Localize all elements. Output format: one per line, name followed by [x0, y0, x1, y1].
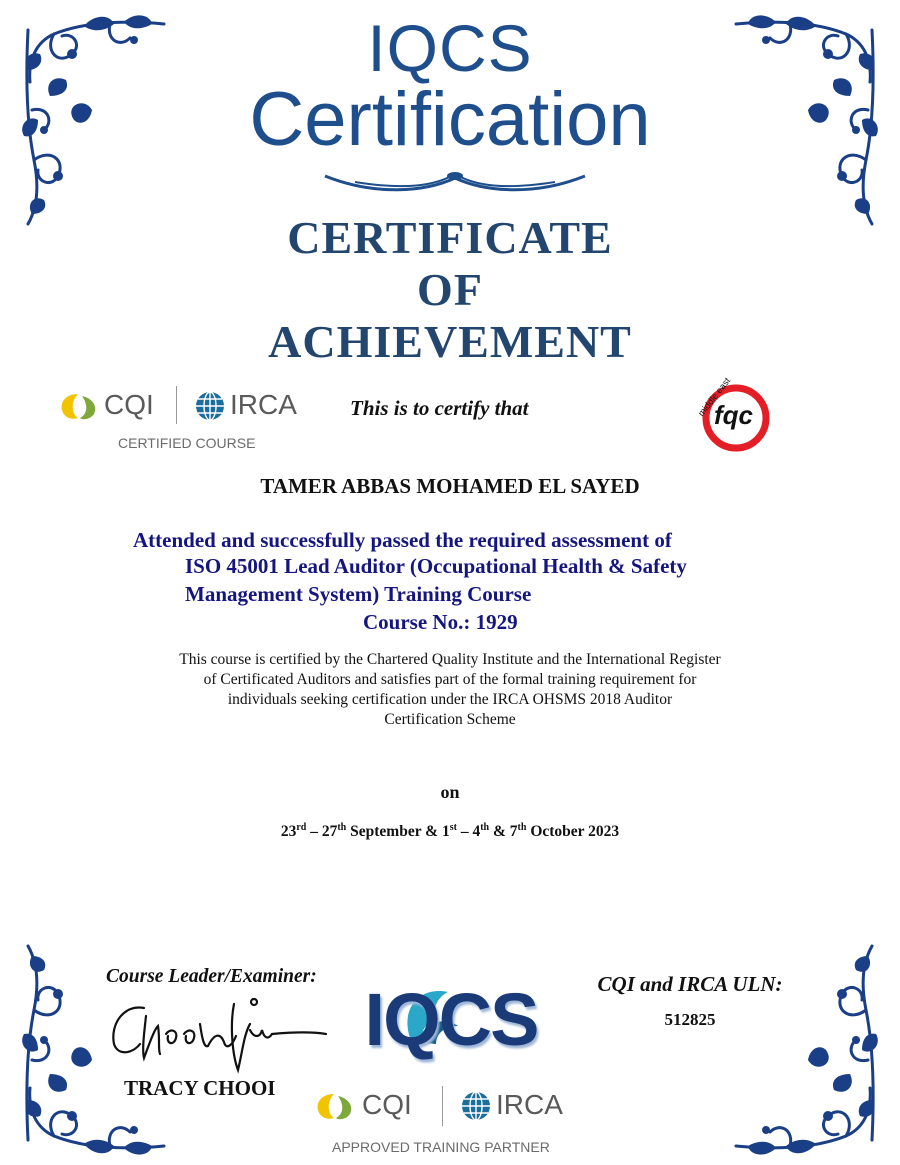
course-number: Course No.: 1929	[363, 610, 518, 634]
cqi-irca-approved-partner-logo	[310, 1082, 590, 1162]
signature-image	[104, 994, 334, 1074]
globe-icon	[460, 1090, 492, 1122]
on-label: on	[440, 782, 460, 802]
globe-icon	[194, 390, 226, 422]
irca-text: IRCA	[496, 1089, 563, 1120]
cqi-irca-certified-course-logo	[58, 384, 318, 454]
description-line3: individuals seeking certification under the IRCA OHSMS 2018 Auditor	[227, 691, 673, 708]
course-leader-name: TRACY CHOOI	[124, 1076, 276, 1100]
certificate-title-line1: CERTIFICATE	[287, 212, 613, 263]
fqc-text: fqc	[714, 400, 753, 430]
course-dates: 23rd – 27th September & 1st – 4th & 7th October 2023	[280, 822, 620, 840]
title-swash-ornament	[315, 162, 595, 196]
description-line4: Certification Scheme	[384, 711, 516, 728]
iqcs-logo-text: IQCS	[364, 978, 538, 1061]
irca-text: IRCA	[230, 389, 297, 420]
uln-label: CQI and IRCA ULN:	[597, 972, 783, 996]
uln-value: 512825	[664, 1010, 716, 1029]
approved-partner-text: APPROVED TRAINING PARTNER	[332, 1139, 550, 1155]
attended-line1: Attended and successfully passed the required assessment of	[133, 528, 672, 552]
attended-line3: Management System) Training Course	[185, 582, 532, 606]
description-line2: of Certificated Auditors and satisfies part of the formal training requirement for	[203, 671, 697, 688]
cqi-mark-icon	[58, 390, 102, 424]
attended-line2: ISO 45001 Lead Auditor (Occupational Health & Safety	[185, 554, 687, 578]
certificate-title-line3: ACHIEVEMENT	[268, 316, 632, 367]
description-line1: This course is certified by the Chartered Quality Institute and the International Register	[179, 651, 721, 668]
holder-name: TAMER ABBAS MOHAMED EL SAYED	[260, 474, 640, 498]
brand-title-certification: Certification	[249, 77, 651, 162]
brand-title-iqcs: IQCS	[367, 11, 533, 85]
logo-divider	[442, 1086, 443, 1126]
logo-divider	[176, 386, 177, 424]
fqc-top-text: middle east	[696, 375, 733, 419]
certificate-title-line2: OF	[417, 264, 483, 315]
cqi-text: CQI	[104, 389, 154, 420]
certified-course-text: CERTIFIED COURSE	[118, 435, 256, 451]
iqcs-logo	[340, 968, 560, 1068]
cqi-mark-icon	[314, 1090, 358, 1124]
cqi-text: CQI	[362, 1089, 412, 1120]
fqc-logo	[690, 372, 776, 458]
course-description	[130, 650, 770, 730]
course-leader-label: Course Leader/Examiner:	[106, 966, 317, 987]
certify-line: This is to certify that	[350, 396, 529, 420]
